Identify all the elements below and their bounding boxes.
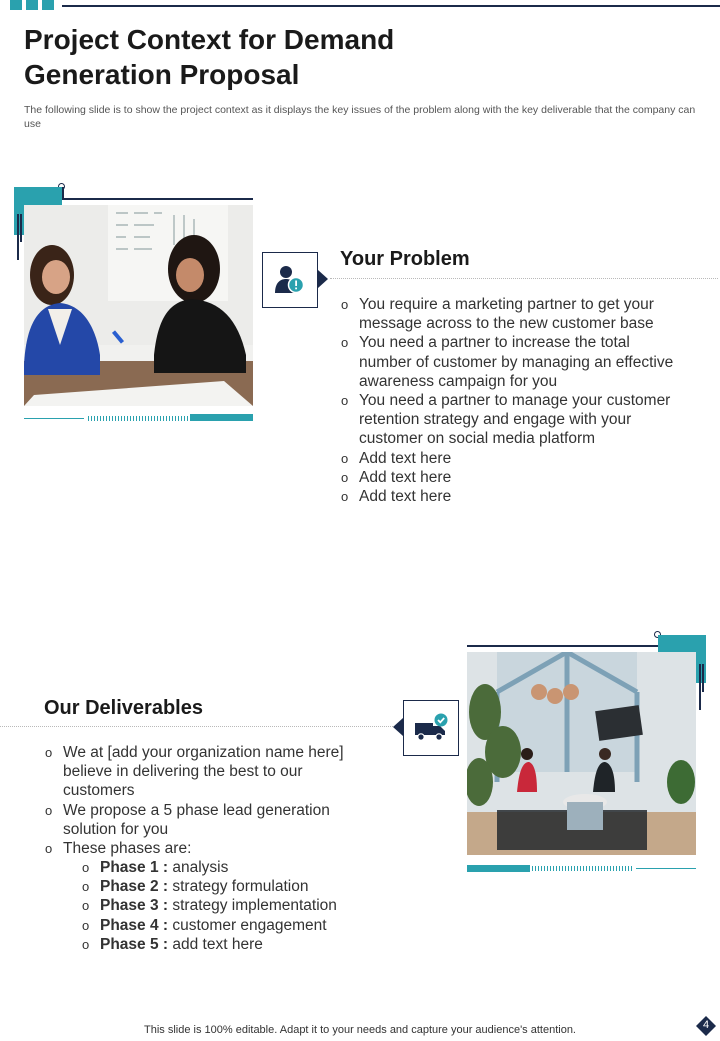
photo-caption-bar bbox=[190, 414, 253, 421]
photo-frame-left-line bbox=[20, 214, 22, 242]
photo-frame-connector bbox=[62, 187, 64, 198]
deliverables-pointer bbox=[393, 718, 403, 736]
phase-text: strategy implementation bbox=[168, 897, 337, 915]
photo-caption-ticks bbox=[532, 866, 632, 871]
photo-caption-line bbox=[24, 418, 84, 419]
problem-heading: Your Problem bbox=[340, 248, 470, 270]
problem-item: o Add text here bbox=[341, 468, 686, 487]
deliverables-dotted-rule bbox=[0, 726, 393, 727]
meeting-photo-illustration bbox=[24, 205, 253, 406]
problem-icon-box bbox=[262, 252, 318, 308]
phase-text: add text here bbox=[168, 935, 263, 953]
problem-item: o You require a marketing partner to get your message across to the new customer base bbox=[341, 295, 686, 333]
photo-caption-line bbox=[636, 868, 696, 869]
deliverables-list bbox=[45, 743, 375, 858]
phase-list bbox=[82, 858, 382, 954]
photo-caption-bar bbox=[467, 865, 530, 872]
phase-item bbox=[82, 877, 382, 896]
office-photo-illustration bbox=[467, 652, 696, 855]
deliverables-item: o We at [add your organization name here] believe in delivering the best to our customers bbox=[45, 743, 375, 801]
page-title: Project Context for Demand Generation Proposal bbox=[24, 24, 395, 90]
problem-pointer bbox=[318, 270, 328, 288]
problem-item: o Add text here bbox=[341, 449, 686, 468]
photo-frame-top-line bbox=[62, 198, 253, 200]
problem-item: o Add text here bbox=[341, 487, 686, 506]
top-accent-square bbox=[42, 0, 54, 10]
page-number-badge bbox=[696, 1016, 716, 1036]
top-accent-square bbox=[10, 0, 22, 10]
footer-note: This slide is 100% editable. Adapt it to your needs and capture your audience's attention. bbox=[144, 1024, 576, 1036]
office-photo bbox=[467, 652, 696, 855]
page-subtitle: The following slide is to show the project context as it displays the key issues of the problem along with the key deliverable that the company can use bbox=[24, 104, 696, 130]
phase-label: Phase 5 : bbox=[100, 935, 169, 953]
photo-frame-top-line bbox=[467, 645, 658, 647]
phase-label: Phase 1 : bbox=[100, 859, 169, 876]
problem-dotted-rule bbox=[330, 278, 718, 279]
deliverables-heading: Our Deliverables bbox=[44, 697, 203, 719]
problem-item: o You need a partner to increase the total number of customer by managing an effective awareness campaign for you bbox=[341, 333, 686, 391]
problem-item: o You need a partner to manage your customer retention strategy and engage with your customer on social media platform bbox=[341, 391, 686, 449]
photo-frame-left-line bbox=[17, 214, 19, 260]
deliverables-icon-box bbox=[403, 700, 459, 756]
delivery-truck-check-icon bbox=[413, 713, 449, 743]
phase-label: Phase 4 : bbox=[100, 916, 169, 934]
phase-label: Phase 3 : bbox=[100, 897, 169, 915]
photo-caption-ticks bbox=[88, 416, 188, 421]
phase-item bbox=[82, 896, 382, 915]
page-number: 4 bbox=[702, 1019, 710, 1031]
problem-list bbox=[341, 295, 686, 506]
photo-frame-right-line bbox=[702, 664, 704, 692]
deliverables-item: o We propose a 5 phase lead generation solution for you bbox=[45, 801, 375, 839]
phase-text: customer engagement bbox=[168, 916, 327, 934]
phase-item bbox=[82, 858, 382, 877]
phase-text: strategy formulation bbox=[168, 878, 309, 896]
deliverables-item: o These phases are: bbox=[45, 839, 375, 858]
person-alert-icon bbox=[273, 263, 307, 297]
phase-item bbox=[82, 916, 382, 935]
phase-label: Phase 2 : bbox=[100, 878, 169, 896]
photo-frame-right-line bbox=[699, 664, 701, 710]
top-accent-square bbox=[26, 0, 38, 10]
phase-text: analysis bbox=[168, 859, 229, 876]
top-rule bbox=[62, 5, 720, 7]
phase-item bbox=[82, 935, 382, 954]
meeting-photo bbox=[24, 205, 253, 406]
